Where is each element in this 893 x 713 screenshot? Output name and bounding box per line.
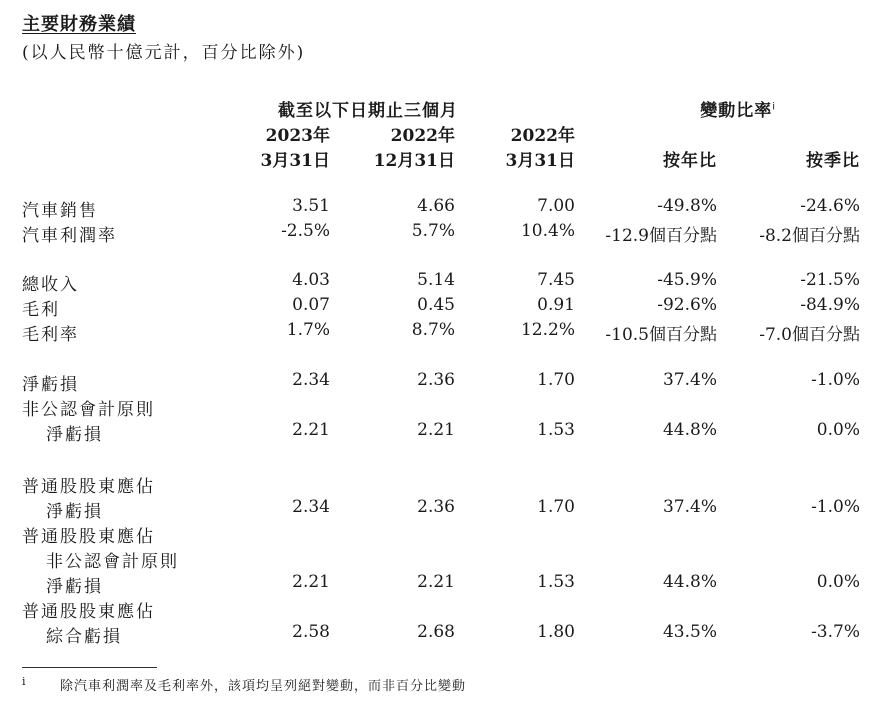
cell-yoy: -92.6% [657,295,717,315]
footnote [22,675,466,694]
document-title: 主要財務業績 [22,14,136,35]
cell-2022-q4: 5.14 [417,270,455,290]
table-row [0,522,893,546]
table-row [0,370,893,394]
cell-2022-q1: 1.80 [537,622,575,642]
cell-2023-q1: 1.7% [286,320,330,340]
cell-qoq: 0.0% [816,572,860,592]
change-header-footnote-mark: i [772,101,775,113]
cell-2022-q4: 2.21 [417,572,455,592]
cell-2023-q1: 2.34 [292,370,330,390]
cell-2023-q1: 2.21 [292,572,330,592]
cell-yoy: 43.5% [662,622,717,642]
change-header [700,96,775,121]
cell-2022-q1: 7.00 [537,196,575,216]
cell-2022-q1: 1.53 [537,420,575,440]
cell-2023-q1: 4.03 [292,270,330,290]
cell-yoy: 44.8% [662,572,717,592]
cell-qoq: -21.5% [800,270,860,290]
cell-qoq: 0.0% [816,420,860,440]
table-row [0,196,893,220]
cell-2023-q1: -2.5% [281,221,330,241]
row-label: 總收入 [22,275,79,295]
cell-yoy: -12.9個百分點 [605,226,717,246]
cell-2022-q1: 1.53 [537,572,575,592]
cell-2022-q1: 7.45 [537,270,575,290]
cell-2022-q4: 8.7% [411,320,455,340]
cell-2022-q1: 1.70 [537,497,575,517]
row-label: 汽車銷售 [22,201,98,221]
footnote-mark: i [22,675,26,688]
document-subtitle: (以人民幣十億元計，百分比除外) [22,43,306,63]
cell-yoy: -49.8% [657,196,717,216]
row-label: 非公認會計原則 [46,552,179,572]
row-label: 普通股股東應佔 [22,477,155,497]
footnote-divider [22,667,157,668]
row-label: 普通股股東應佔 [22,527,155,547]
row-label: 毛利率 [22,325,79,345]
cell-2022-q1: 1.70 [537,370,575,390]
cell-2022-q4: 2.36 [417,370,455,390]
table-row [0,472,893,496]
cell-2022-q4: 2.68 [417,622,455,642]
table-row [0,547,893,571]
row-label: 非公認會計原則 [22,400,155,420]
row-label: 汽車利潤率 [22,226,117,246]
footnote-text: 除汽車利潤率及毛利率外，該項均呈列絕對變動，而非百分比變動 [60,679,467,694]
column-header-year-1: 2023年 [265,126,330,146]
cell-2022-q4: 2.21 [417,420,455,440]
column-header-yoy: 按年比 [663,151,717,171]
cell-yoy: -45.9% [657,270,717,290]
cell-2023-q1: 2.34 [292,497,330,517]
table-row [0,497,893,521]
column-header-date-2: 12月31日 [373,151,455,171]
row-label: 普通股股東應佔 [22,602,155,622]
table-row [0,221,893,245]
cell-yoy: -10.5個百分點 [605,325,717,345]
column-header-qoq: 按季比 [806,151,860,171]
cell-yoy: 37.4% [662,370,717,390]
cell-qoq: -7.0個百分點 [759,325,860,345]
cell-2022-q4: 5.7% [411,221,455,241]
row-label: 淨虧損 [46,425,103,445]
cell-2023-q1: 2.21 [292,420,330,440]
table-row [0,420,893,444]
table-row [0,395,893,419]
cell-qoq: -3.7% [811,622,860,642]
column-header-date-1: 3月31日 [260,151,330,171]
change-header-label: 變動比率 [700,101,773,121]
cell-qoq: -1.0% [811,497,860,517]
column-header-year-2: 2022年 [390,126,455,146]
table-row [0,597,893,621]
table-row [0,295,893,319]
row-label: 淨虧損 [22,375,79,395]
cell-2023-q1: 2.58 [292,622,330,642]
row-label: 綜合虧損 [46,627,122,647]
column-header-year-3: 2022年 [510,126,575,146]
cell-2022-q1: 10.4% [520,221,575,241]
column-header-date-3: 3月31日 [505,151,575,171]
cell-qoq: -24.6% [800,196,860,216]
table-row [0,320,893,344]
cell-2022-q1: 12.2% [520,320,575,340]
cell-qoq: -84.9% [800,295,860,315]
cell-2023-q1: 3.51 [292,196,330,216]
row-label: 毛利 [22,300,60,320]
table-row [0,622,893,646]
row-label: 淨虧損 [46,577,103,597]
cell-qoq: -8.2個百分點 [759,226,860,246]
cell-2022-q4: 4.66 [417,196,455,216]
table-row [0,572,893,596]
table-row [0,270,893,294]
cell-2022-q4: 2.36 [417,497,455,517]
cell-qoq: -1.0% [811,370,860,390]
row-label: 淨虧損 [46,502,103,522]
cell-yoy: 37.4% [662,497,717,517]
cell-2022-q4: 0.45 [417,295,455,315]
cell-2022-q1: 0.91 [537,295,575,315]
cell-yoy: 44.8% [662,420,717,440]
cell-2023-q1: 0.07 [292,295,330,315]
period-header: 截至以下日期止三個月 [278,101,458,121]
